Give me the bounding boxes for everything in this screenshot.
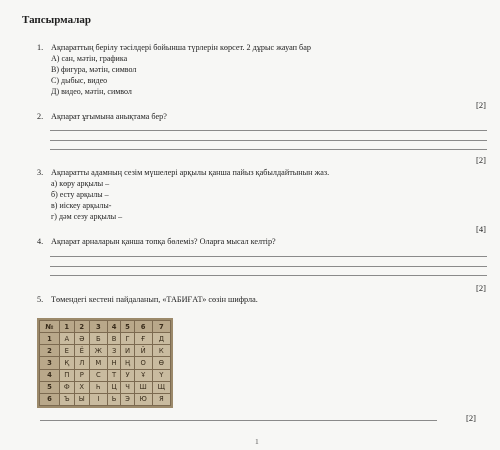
cipher-header-cell: 4 [107,321,121,333]
question-5-number: 5. [37,295,44,304]
cipher-table [39,320,171,406]
cipher-row-number: 4 [40,369,60,381]
cipher-cell: М [89,357,107,369]
page-number: 1 [255,437,259,446]
cipher-cell: О [134,357,152,369]
cipher-row-number: 3 [40,357,60,369]
question-5-score: [2] [466,413,476,423]
cipher-cell: Ю [134,393,152,405]
answer-line[interactable] [50,130,487,131]
cipher-header-cell: 6 [134,321,152,333]
cipher-cell: Ч [121,381,134,393]
cipher-table-image [37,318,173,408]
cipher-cell: Ә [74,333,89,345]
cipher-header-cell: 3 [89,321,107,333]
cipher-cell: Ы [74,393,89,405]
cipher-cell: А [59,333,74,345]
cipher-cell: У [121,369,134,381]
cipher-table-row [40,357,171,369]
cipher-cell: Ө [152,357,170,369]
question-1-option-b: В) фигура, мәтін, символ [51,65,137,74]
question-3-text: Ақпаратты адамның сезім мүшелері арқылы қанша пайыз қабылдайтынын жаз. [51,168,330,177]
answer-line[interactable] [50,256,487,257]
cipher-cell: Д [152,333,170,345]
answer-line[interactable] [50,140,487,141]
cipher-cell: Щ [152,381,170,393]
cipher-cell: Ъ [59,393,74,405]
cipher-cell: С [89,369,107,381]
question-2-number: 2. [37,112,44,121]
question-3-option-a: а) көру арқылы – [51,179,110,188]
cipher-table-row [40,369,171,381]
cipher-cell: Ь [107,393,121,405]
question-2-score: [2] [476,155,486,165]
question-3-score: [4] [476,224,486,234]
cipher-header-cell: 2 [74,321,89,333]
question-5 [37,294,258,305]
cipher-cell: Э [121,393,134,405]
question-1-score: [2] [476,100,486,110]
cipher-cell: Ж [89,345,107,357]
question-5-text: Төмендегі кестені пайдаланып, «ТАБИҒАТ» сөзін шифрла. [51,295,258,304]
question-2-text: Ақпарат ұғымына анықтама бер? [51,112,167,121]
cipher-cell: Л [74,357,89,369]
cipher-cell: Ү [152,369,170,381]
cipher-cell: Т [107,369,121,381]
question-1-option-d: Д) видео, мәтін, символ [51,87,132,96]
cipher-cell: Қ [59,357,74,369]
question-4 [37,236,276,247]
question-4-number: 4. [37,237,44,246]
cipher-cell: З [107,345,121,357]
cipher-cell: Е [59,345,74,357]
answer-line[interactable] [50,266,487,267]
question-3-number: 3. [37,168,44,177]
answer-line[interactable] [40,420,437,421]
cipher-table-row [40,333,171,345]
cipher-cell: Б [89,333,107,345]
cipher-cell: Н [107,357,121,369]
cipher-cell: Р [74,369,89,381]
cipher-cell: Ё [74,345,89,357]
question-1-option-a: А) сан, мәтін, графика [51,54,128,63]
cipher-table-row [40,345,171,357]
cipher-cell: Г [121,333,134,345]
cipher-cell: Х [74,381,89,393]
cipher-cell: И [121,345,134,357]
question-1-number: 1. [37,43,44,52]
cipher-header-cell: 5 [121,321,134,333]
question-1-option-c: С) дыбыс, видео [51,76,108,85]
question-1 [37,42,311,53]
cipher-cell: Һ [89,381,107,393]
question-4-text: Ақпарат арналарын қанша топқа бөлеміз? Оларға мысал келтір? [51,237,276,246]
question-2 [37,111,167,122]
cipher-cell: Ң [121,357,134,369]
cipher-cell: Ш [134,381,152,393]
cipher-cell: Я [152,393,170,405]
cipher-header-cell: 1 [59,321,74,333]
cipher-cell: Ц [107,381,121,393]
cipher-cell: І [89,393,107,405]
cipher-row-number: 5 [40,381,60,393]
cipher-cell: П [59,369,74,381]
question-1-text: Ақпараттың берілу тәсілдері бойынша түрлерін көрсет. 2 дұрыс жауап бар [51,43,311,52]
cipher-row-number: 2 [40,345,60,357]
cipher-table-row [40,393,171,405]
cipher-cell: В [107,333,121,345]
cipher-cell: Ғ [134,333,152,345]
page-title: Тапсырмалар [22,14,91,26]
question-4-score: [2] [476,283,486,293]
question-3 [37,167,329,178]
question-3-option-d: г) дәм сезу арқылы – [51,212,123,221]
cipher-header-cell: 7 [152,321,170,333]
cipher-cell: Ф [59,381,74,393]
cipher-table-header [40,321,171,333]
answer-line[interactable] [50,149,487,150]
cipher-cell: Й [134,345,152,357]
cipher-row-number: 6 [40,393,60,405]
cipher-cell: Ұ [134,369,152,381]
answer-line[interactable] [50,275,487,276]
cipher-table-row [40,381,171,393]
cipher-header-cell: № [40,321,60,333]
question-3-option-b: б) есту арқылы – [51,190,109,199]
cipher-cell: К [152,345,170,357]
question-3-option-c: в) иіскеу арқылы- [51,201,112,210]
cipher-row-number: 1 [40,333,60,345]
